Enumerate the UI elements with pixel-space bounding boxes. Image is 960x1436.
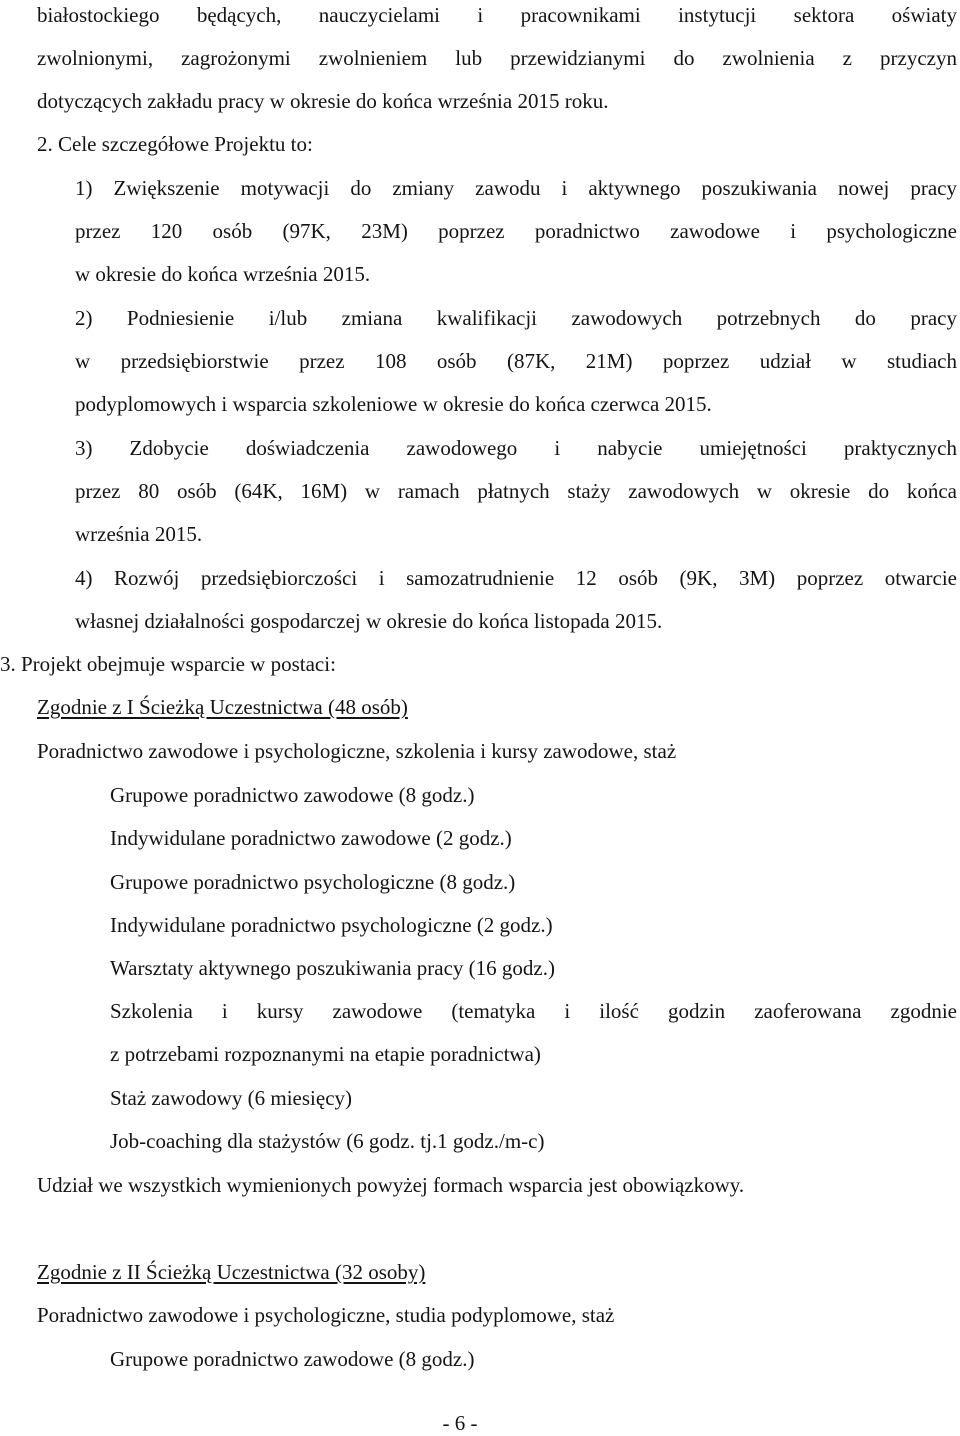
intro-line-2: zwolnionymi, zagrożonymi zwolnieniem lub przewidzianymi do zwolnienia z przyczyn — [37, 46, 957, 70]
path1-item-3: Grupowe poradnictwo psychologiczne (8 godz.) — [110, 870, 516, 894]
page-number: - 6 - — [442, 1411, 478, 1435]
path1-item-jobcoaching: Job-coaching dla stażystów (6 godz. tj.1 godz./m-c) — [110, 1129, 545, 1153]
goal2-line-2: w przedsiębiorstwie przez 108 osób (87K, 21M) poprzez udział w studiach — [75, 349, 957, 373]
path2-title: Zgodnie z II Ścieżką Uczestnictwa (32 osoby) — [37, 1260, 426, 1284]
path1-summary: Poradnictwo zawodowe i psychologiczne, szkolenia i kursy zawodowe, staż — [37, 739, 677, 763]
path1-item-2: Indywidulane poradnictwo zawodowe (2 godz.) — [110, 826, 512, 850]
path1-item-4: Indywidulane poradnictwo psychologiczne (2 godz.) — [110, 913, 553, 937]
goal2-line-3: podyplomowych i wsparcia szkoleniowe w okresie do końca czerwca 2015. — [75, 392, 712, 416]
goal1-line-1: 1) Zwiększenie motywacji do zmiany zawodu i aktywnego poszukiwania nowej pracy — [75, 176, 957, 200]
path1-item-5: Warsztaty aktywnego poszukiwania pracy (16 godz.) — [110, 956, 555, 980]
section3-heading: 3. Projekt obejmuje wsparcie w postaci: — [0, 652, 336, 676]
path1-item-1: Grupowe poradnictwo zawodowe (8 godz.) — [110, 783, 475, 807]
intro-line-3: dotyczących zakładu pracy w okresie do końca września 2015 roku. — [37, 89, 609, 113]
goal1-line-2: przez 120 osób (97K, 23M) poprzez poradnictwo zawodowe i psychologiczne — [75, 219, 957, 243]
goal4-line-1: 4) Rozwój przedsiębiorczości i samozatrudnienie 12 osób (9K, 3M) poprzez otwarcie — [75, 566, 957, 590]
goal2-line-1: 2) Podniesienie i/lub zmiana kwalifikacji zawodowych potrzebnych do pracy — [75, 306, 957, 330]
goal3-line-3: września 2015. — [75, 522, 203, 546]
intro-line-1: białostockiego będących, nauczycielami i pracownikami instytucji sektora oświaty — [37, 3, 957, 27]
path1-item-internship: Staż zawodowy (6 miesięcy) — [110, 1086, 353, 1110]
path1-closing: Udział we wszystkich wymienionych powyżej formach wsparcia jest obowiązkowy. — [37, 1173, 745, 1197]
goal3-line-2: przez 80 osób (64K, 16M) w ramach płatnych staży zawodowych w okresie do końca — [75, 479, 957, 503]
path2-item-1: Grupowe poradnictwo zawodowe (8 godz.) — [110, 1347, 475, 1371]
goal1-line-3: w okresie do końca września 2015. — [75, 262, 371, 286]
goal4-line-2: własnej działalności gospodarczej w okresie do końca listopada 2015. — [75, 609, 663, 633]
path1-title: Zgodnie z I Ścieżką Uczestnictwa (48 osób) — [37, 695, 408, 719]
path2-summary: Poradnictwo zawodowe i psychologiczne, studia podyplomowe, staż — [37, 1303, 615, 1327]
section2-heading: 2. Cele szczegółowe Projektu to: — [37, 132, 313, 156]
path1-training-line-2: z potrzebami rozpoznanymi na etapie poradnictwa) — [110, 1042, 541, 1066]
path1-training-line-1: Szkolenia i kursy zawodowe (tematyka i ilość godzin zaoferowana zgodnie — [110, 999, 957, 1023]
goal3-line-1: 3) Zdobycie doświadczenia zawodowego i nabycie umiejętności praktycznych — [75, 436, 957, 460]
